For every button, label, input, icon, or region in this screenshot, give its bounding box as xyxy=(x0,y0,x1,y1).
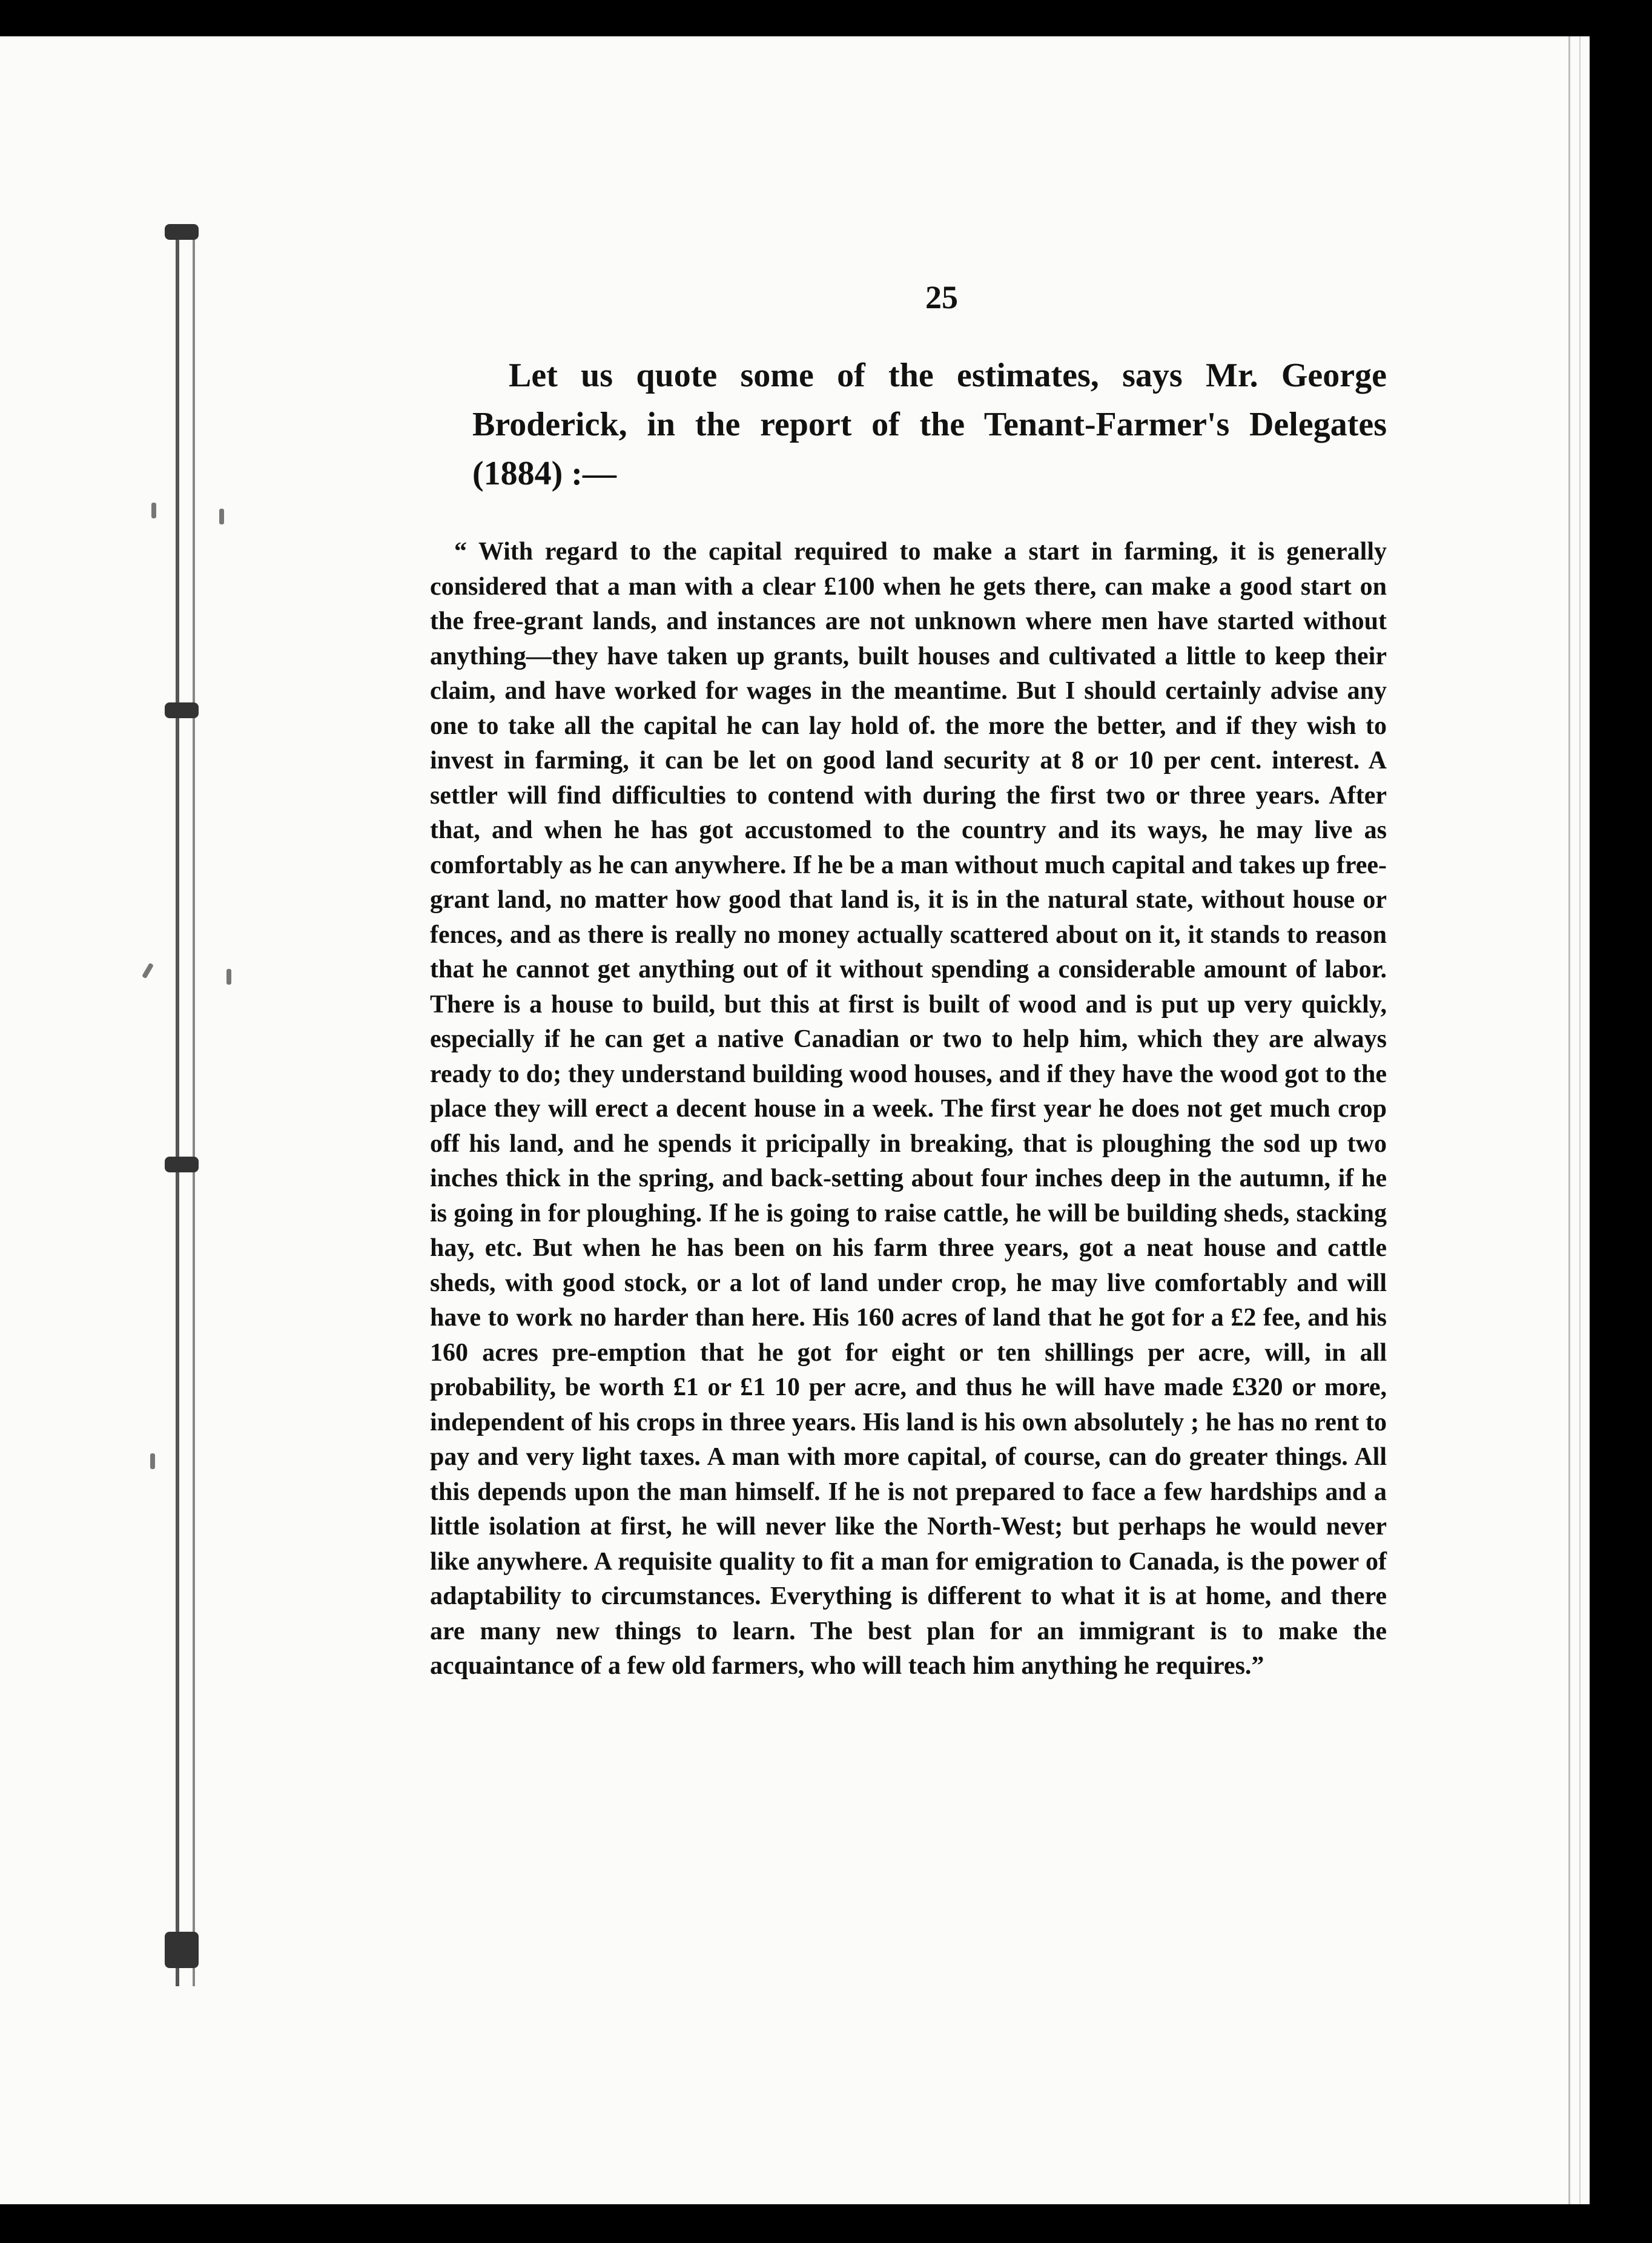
margin-speck xyxy=(219,509,224,524)
margin-speck xyxy=(150,1453,155,1469)
page-edge-line-inner xyxy=(1579,36,1581,2204)
binding-stitch xyxy=(165,702,199,718)
page-number: 25 xyxy=(925,279,958,315)
margin-speck xyxy=(226,969,231,985)
binding-stitch xyxy=(165,1932,199,1968)
page-text-block xyxy=(424,279,1387,1684)
book-binding xyxy=(176,230,195,1986)
page-edge-line xyxy=(1568,36,1570,2204)
margin-speck xyxy=(151,503,156,518)
binding-stitch xyxy=(165,224,199,240)
intro-paragraph: Let us quote some of the estimates, says Mr. George Broderick, in the report of the Tenant-Farmer's Delegates (1884) :— xyxy=(472,357,1387,492)
binding-stitch xyxy=(165,1157,199,1172)
quoted-paragraph: “ With regard to the capital required to make a start in farming, it is generally considered that a man with a clear £100 when he gets there, can make a good start on the free-grant lands, and instances are not unknown where men have started without anything—they have taken up grants, built houses and cultivated a little to keep their claim, and have worked for wages in the meantime. But I should certainly advise any one to take all the capital he can lay hold of. the more the better, and if they wish to invest in farming, it can be let on good land security at 8 or 10 per cent. interest. A settler will find difficulties to contend with during the first two or three years. After that, and when he has got accustomed to the country and its ways, he may live as comfortably as he can anywhere. If he be a man without much capital and takes up free-grant land, no matter how good that land is, it is in the natural state, without house or fences, and as there is really no money actually scattered about on it, it stands to reason that he cannot get anything out of it without spending a considerable amount of labor. There is a house to build, but this at first is built of wood and is put up very quickly, especially if he can get a native Canadian or two to help him, which they are always ready to do; they understand building wood houses, and if they have the wood got to the place they will erect a decent house in a week. The first year he does not get much crop off his land, and he spends it pricipally in breaking, that is ploughing the sod up two inches thick in the spring, and back-setting about four inches deep in the autumn, if he is going in for ploughing. If he is going to raise cattle, he will be building sheds, stacking hay, etc. But when he has been on his farm three years, got a neat house and cattle sheds, with good stock, or a lot of land under crop, he may live comfortably and will have to work no harder than here. His 160 acres of land that he got for a £2 fee, and his 160 acres pre-emption that he got for eight or ten shillings per acre, will, in all probability, be worth £1 or £1 10 per acre, and thus he will have made £320 or more, independent of his crops in three years. His land is his own absolutely ; he has no rent to pay and very light taxes. A man with more capital, of course, can do greater things. All this depends upon the man himself. If he is not prepared to face a few hardships and a little isolation at first, he will never like the North-West; but perhaps he would never like anywhere. A requisite quality to fit a man for emigration to Canada, is the power of adaptability to circumstances. Everything is different to what it is at home, and there are many new things to learn. The best plan for an immigrant is to make the acquaintance of a few old farmers, who will teach him anything he requires.” xyxy=(430,538,1387,1680)
